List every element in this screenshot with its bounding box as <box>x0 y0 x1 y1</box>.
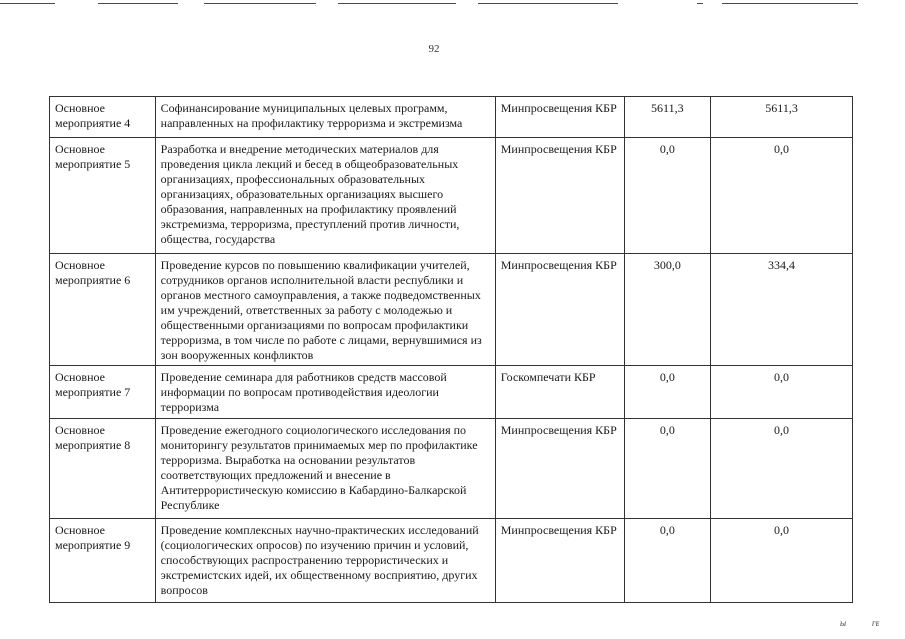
header-rule <box>697 3 703 4</box>
activity-value-2: 5611,3 <box>711 97 853 138</box>
table-row <box>50 254 853 366</box>
activity-name: Основное мероприятие 5 <box>50 138 156 254</box>
activity-value-2: 334,4 <box>711 254 853 366</box>
activity-name: Основное мероприятие 8 <box>50 419 156 519</box>
activity-value-1: 300,0 <box>624 254 711 366</box>
activity-name: Основное мероприятие 4 <box>50 97 156 138</box>
activity-executor: Госкомпечати КБР <box>495 366 624 419</box>
page-number: 92 <box>428 43 440 55</box>
header-rule <box>478 3 618 4</box>
activity-name: Основное мероприятие 7 <box>50 366 156 419</box>
activity-value-1: 0,0 <box>624 519 711 603</box>
activity-description: Разработка и внедрение методических материалов для проведения цикла лекций и бесед в общеобразовательных организациях, профессиональных образовательных организациях, образовательных организациях высшего образования, направленных на профилактику проявлений экстремизма, терроризма, преступлений против личности, общества, государства <box>155 138 495 254</box>
activity-description: Проведение ежегодного социологического исследования по мониторингу результатов принимаемых мер по профилактике терроризма. Выработка на основании результатов соответствующих предложений и внесение в Антитеррористическую комиссию в Кабардино-Балкарской Республике <box>155 419 495 519</box>
header-rule <box>338 3 456 4</box>
activity-value-2: 0,0 <box>711 366 853 419</box>
table-row <box>50 519 853 603</box>
activity-executor: Минпросвещения КБР <box>495 138 624 254</box>
activity-value-2: 0,0 <box>711 419 853 519</box>
table-row <box>50 97 853 138</box>
activity-name: Основное мероприятие 6 <box>50 254 156 366</box>
activity-value-2: 0,0 <box>711 138 853 254</box>
header-rule <box>204 3 316 4</box>
header-rule <box>98 3 178 4</box>
table-row <box>50 138 853 254</box>
table-row <box>50 366 853 419</box>
activity-name: Основное мероприятие 9 <box>50 519 156 603</box>
activity-value-1: 0,0 <box>624 419 711 519</box>
activity-executor: Минпросвещения КБР <box>495 419 624 519</box>
activity-description: Проведение курсов по повышению квалификации учителей, сотрудников органов исполнительной власти республики и органов местного самоуправления, а также подведомственных им учреждений, ответственных за работу с молодежью и общественными организациями по вопросам профилактики терроризма, в том числе по работе с лицами, вернувшимися из зон вооруженных конфликтов <box>155 254 495 366</box>
activity-value-2: 0,0 <box>711 519 853 603</box>
activity-description: Проведение семинара для работников средств массовой информации по вопросам противодействия идеологии терроризма <box>155 366 495 419</box>
table-row <box>50 419 853 519</box>
activity-description: Проведение комплексных научно-практических исследований (социологических опросов) по изучению причин и условий, способствующих распространению террористических и экстремистских идей, их общественному восприятию, других вопросов <box>155 519 495 603</box>
activity-value-1: 5611,3 <box>624 97 711 138</box>
scan-mark: ы <box>840 618 847 628</box>
scan-mark: ᴦᴇ <box>872 618 880 628</box>
header-rule <box>0 3 55 4</box>
activity-value-1: 0,0 <box>624 138 711 254</box>
activity-description: Софинансирование муниципальных целевых программ, направленных на профилактику терроризма и экстремизма <box>155 97 495 138</box>
activity-executor: Минпросвещения КБР <box>495 97 624 138</box>
activity-executor: Минпросвещения КБР <box>495 519 624 603</box>
header-rule <box>722 3 858 4</box>
activities-table <box>49 96 853 603</box>
activity-value-1: 0,0 <box>624 366 711 419</box>
activity-executor: Минпросвещения КБР <box>495 254 624 366</box>
